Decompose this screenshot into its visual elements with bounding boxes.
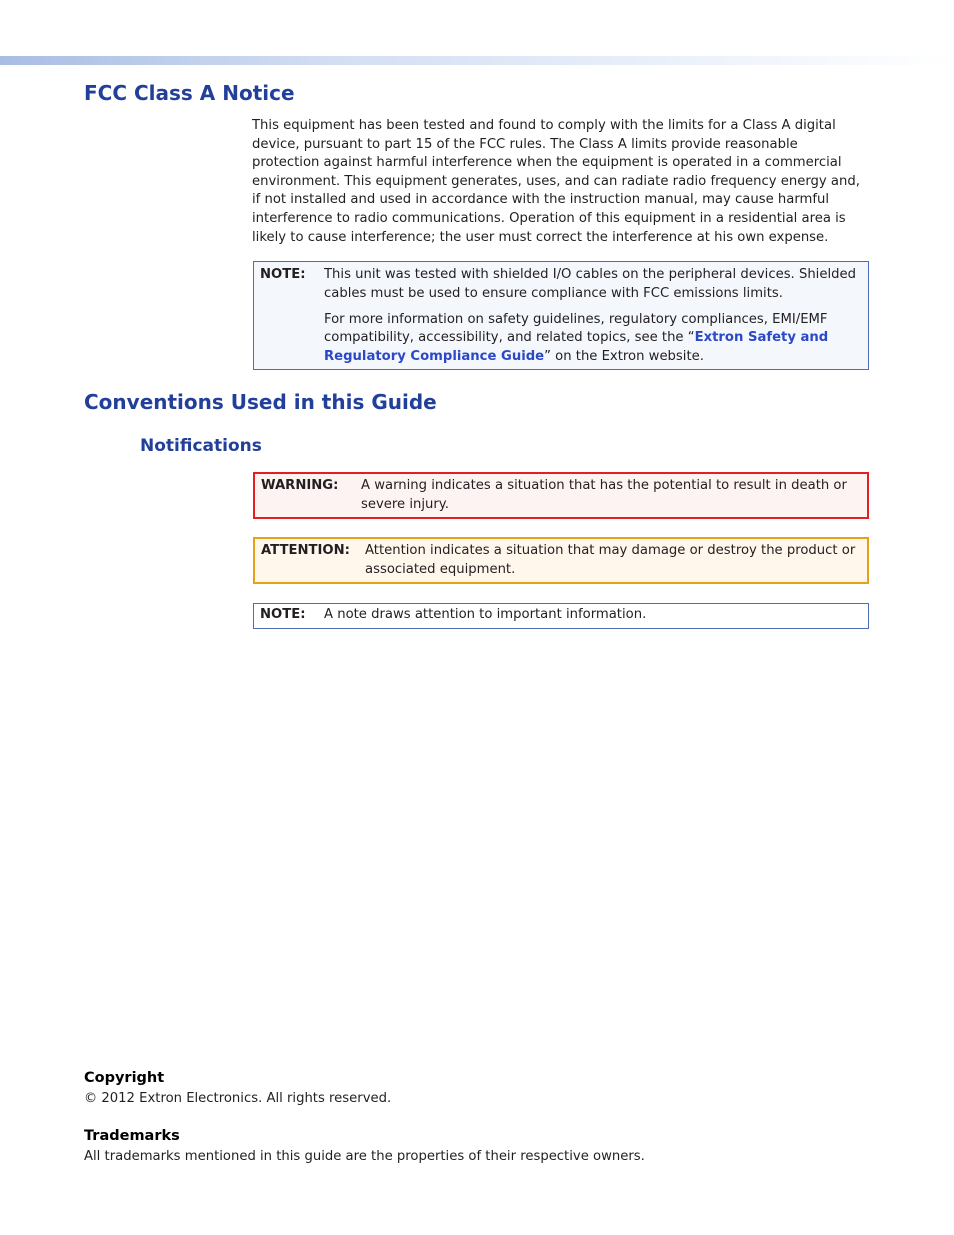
conventions-heading: Conventions Used in this Guide (84, 390, 437, 414)
warning-text: A warning indicates a situation that has the potential to result in death or severe injury. (361, 478, 847, 512)
warning-label: WARNING: (261, 478, 339, 493)
fcc-note-text-before-link: For more information on safety guidelines, regulatory compliances, EMI/EMF compatibility, accessibility, and related topics, see the “ (324, 311, 828, 346)
fcc-heading: FCC Class A Notice (84, 81, 295, 105)
attention-box (253, 537, 869, 584)
fcc-body-text: This equipment has been tested and found to comply with the limits for a Class A digital device, pursuant to part 15 of the FCC rules. The Class A limits provide reasonable protection against harmful interference when the equipment is operated in a commercial environment. This equipment generates, uses, and can radiate radio frequency energy and, if not installed and used in accordance with the instruction manual, may cause harmful interference to radio communications. Operation of this equipment in a residential area is likely to cause interference; the user must correct the interference at his own expense. (252, 118, 860, 245)
fcc-note-paragraph-1: This unit was tested with shielded I/O cables on the peripheral devices. Shielded cables must be used to ensure compliance with FCC emissions limits. (324, 267, 856, 301)
note-label: NOTE: (260, 267, 306, 282)
safety-guide-link[interactable]: Extron Safety and Regulatory Compliance Guide (324, 330, 829, 365)
fcc-note-paragraph-2 (324, 311, 859, 367)
copyright-heading: Copyright (84, 1070, 165, 1086)
fcc-note-box (253, 261, 869, 370)
warning-box (253, 472, 869, 519)
trademarks-heading: Trademarks (84, 1128, 180, 1144)
attention-label: ATTENTION: (261, 543, 350, 558)
header-gradient-bar (0, 56, 954, 65)
trademarks-text: All trademarks mentioned in this guide are the properties of their respective owners. (84, 1149, 645, 1164)
notifications-subheading: Notifications (140, 436, 262, 456)
note-label: NOTE: (260, 607, 306, 622)
note-box (253, 603, 869, 629)
note-text: A note draws attention to important information. (324, 607, 647, 622)
copyright-text: © 2012 Extron Electronics. All rights reserved. (84, 1091, 392, 1106)
fcc-note-content (324, 266, 859, 367)
attention-text: Attention indicates a situation that may damage or destroy the product or associated equipment. (365, 543, 856, 577)
fcc-note-text-after-link: ” on the Extron website. (544, 349, 704, 365)
